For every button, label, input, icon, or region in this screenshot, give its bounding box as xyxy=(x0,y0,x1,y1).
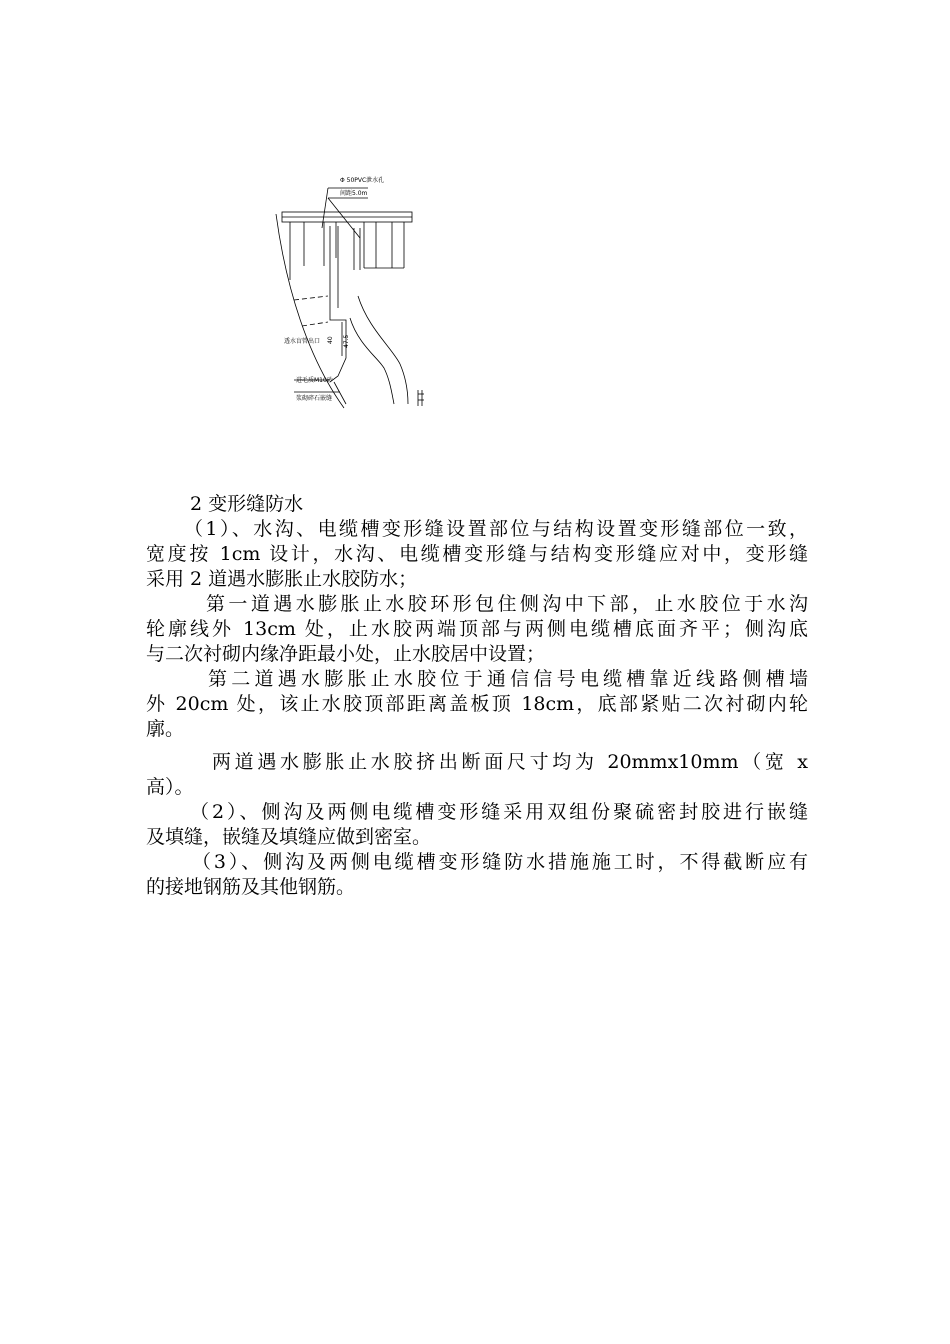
body-text xyxy=(146,492,808,900)
para-3-line-2: 外 20cm 处，该止水胶顶部距离盖板顶 18cm，底部紧贴二次衬砌内轮 xyxy=(146,693,808,715)
drainage-section-drawing xyxy=(268,168,438,418)
para-2-line-3: 与二次衬砌内缘净距最小处，止水胶居中设置； xyxy=(146,643,546,665)
para-2-line-1: 第一道遇水膨胀止水胶环形包住侧沟中下部，止水胶位于水沟 xyxy=(206,593,808,615)
dim-47-5: 47.5 xyxy=(343,334,350,348)
drawing-svg xyxy=(268,168,438,418)
label-mortar: 进毛质M10砂 xyxy=(296,377,333,384)
dim-40: 40 xyxy=(327,336,334,344)
para-2-line-2: 轮廓线外 13cm 处，止水胶两端顶部与两侧电缆槽底面齐平；侧沟底 xyxy=(146,618,808,640)
para-5-line-1: （2）、侧沟及两侧电缆槽变形缝采用双组份聚硫密封胶进行嵌缝 xyxy=(190,801,808,823)
ditch-curve-inner xyxy=(358,296,408,404)
label-joint: 浆砌碎石嵌缝 xyxy=(296,395,333,402)
para-4-line-2: 高）。 xyxy=(146,776,194,798)
para-4-line-1: 两道遇水膨胀止水胶挤出断面尺寸均为 20mmx10mm（宽 x xyxy=(212,751,808,773)
para-5-line-2: 及填缝，嵌缝及填缝应做到密室。 xyxy=(146,826,432,848)
para-3-line-3: 廓。 xyxy=(146,718,185,740)
section-heading: 2 变形缝防水 xyxy=(190,493,304,515)
label-blind-pipe: 透水盲管出口 xyxy=(284,338,321,345)
label-drain-hole: Φ 50PVC泄水孔 xyxy=(340,177,385,184)
ditch-curve-outer xyxy=(350,318,394,404)
para-1-line-1: （1）、水沟、电缆槽变形缝设置部位与结构设置变形缝部位一致， xyxy=(184,518,808,540)
para-1-line-2: 宽度按 1cm 设计，水沟、电缆槽变形缝与结构变形缝应对中，变形缝 xyxy=(146,543,808,565)
para-3-line-1: 第二道遇水膨胀止水胶位于通信信号电缆槽靠近线路侧槽墙 xyxy=(208,668,808,690)
para-6-line-2: 的接地钢筋及其他钢筋。 xyxy=(146,876,356,898)
para-1-line-3: 采用 2 道遇水膨胀止水胶防水； xyxy=(146,568,418,590)
label-spacing: 间距5.0m xyxy=(340,190,368,197)
para-6-line-1: （3）、侧沟及两侧电缆槽变形缝防水措施施工时，不得截断应有 xyxy=(192,851,808,873)
